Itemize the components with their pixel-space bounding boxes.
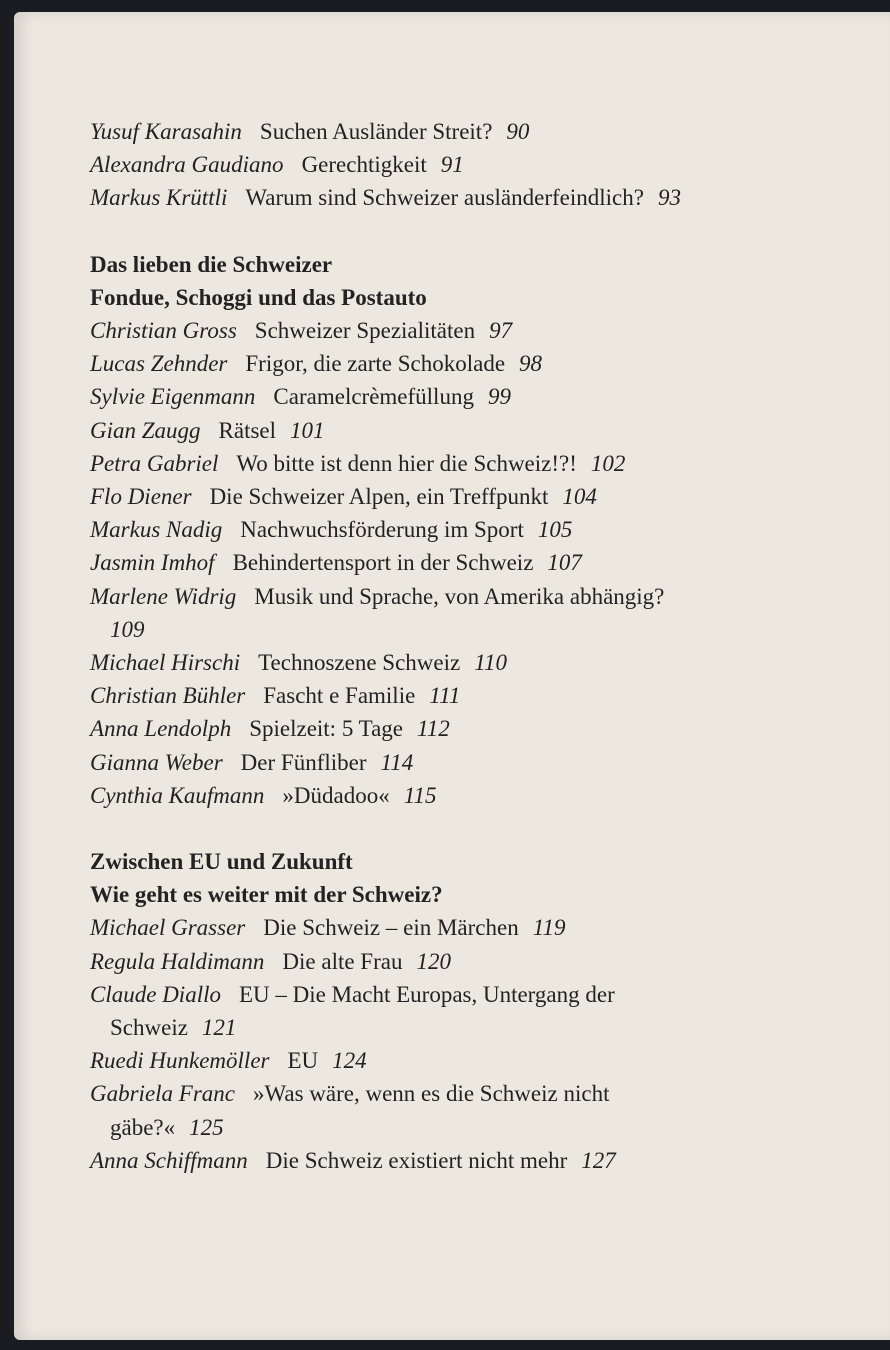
entry-page-number: 124	[332, 1048, 367, 1074]
entry-author: Lucas Zehnder	[90, 351, 228, 377]
toc-entry	[90, 181, 790, 214]
entry-author: Alexandra Gaudiano	[90, 152, 284, 178]
entry-page-number: 125	[189, 1114, 224, 1140]
entry-author: Petra Gabriel	[90, 450, 219, 476]
entry-author: Gabriela Franc	[90, 1081, 236, 1107]
toc-entry	[90, 945, 790, 978]
entry-title: EU – Die Macht Europas, Untergang der Schweiz	[110, 981, 615, 1041]
entry-page-number: 114	[380, 749, 414, 775]
toc-entry	[90, 148, 790, 181]
entry-page-number: 111	[429, 683, 461, 709]
toc-entry	[90, 978, 710, 1044]
entry-title: Frigor, die zarte Schokolade	[245, 351, 506, 377]
entry-title: Die Schweizer Alpen, ein Treffpunkt	[209, 484, 549, 510]
entry-title: Musik und Sprache, von Amerika abhängig?	[254, 583, 665, 609]
toc-entry	[90, 115, 790, 148]
entry-title: Technoszene Schweiz	[258, 650, 461, 676]
entry-author: Markus Krüttli	[90, 185, 228, 211]
entry-page-number: 119	[532, 915, 566, 941]
entry-author: Jasmin Imhof	[90, 550, 215, 576]
entry-title: Der Fünfliber	[240, 749, 367, 775]
entry-title: Nachwuchsförderung im Sport	[240, 517, 524, 543]
entry-author: Marlene Widrig	[90, 583, 237, 609]
toc-entry	[90, 513, 790, 546]
entry-author: Cynthia Kaufmann	[90, 782, 265, 808]
entry-title: EU	[287, 1048, 319, 1074]
entry-page-number: 112	[417, 716, 450, 742]
toc-entry	[90, 347, 790, 380]
entry-title: Schweizer Spezialitäten	[254, 318, 476, 344]
toc-section-zwischen-eu-und-zukunft	[90, 845, 790, 1177]
entry-author: Christian Bühler	[90, 683, 246, 709]
entry-author: Ruedi Hunkemöller	[90, 1048, 270, 1074]
toc-entry	[90, 679, 790, 712]
toc-entry	[90, 1044, 790, 1077]
entry-title: Die alte Frau	[282, 948, 403, 974]
entry-page-number: 102	[590, 450, 626, 476]
toc-entry	[90, 414, 790, 447]
entry-author: Anna Schiffmann	[90, 1147, 248, 1173]
toc-entry	[90, 911, 790, 944]
entry-author: Flo Diener	[90, 484, 192, 510]
entry-page-number: 120	[416, 948, 451, 974]
entry-title: Fascht e Familie	[263, 683, 416, 709]
toc-entry	[90, 746, 790, 779]
entry-page-number: 101	[290, 417, 325, 443]
entry-title: Suchen Ausländer Streit?	[259, 119, 493, 144]
entry-author: Gian Zaugg	[90, 417, 201, 443]
entry-page-number: 109	[110, 616, 145, 642]
entry-title: Gerechtigkeit	[301, 152, 427, 178]
toc-entry	[90, 1144, 790, 1177]
entry-author: Claude Diallo	[90, 981, 221, 1007]
entry-title: Die Schweiz – ein Märchen	[263, 915, 519, 941]
entry-page-number: 97	[489, 318, 513, 344]
entry-title: Spielzeit: 5 Tage	[249, 716, 404, 742]
entry-page-number: 110	[474, 650, 508, 676]
entry-author: Michael Grasser	[90, 915, 246, 941]
entry-page-number: 115	[403, 782, 437, 808]
entry-title: Behindertensport in der Schweiz	[232, 550, 534, 576]
entry-title: Wo bitte ist denn hier die Schweiz!?!	[236, 450, 577, 476]
entry-page-number: 127	[581, 1147, 616, 1173]
section-subheading: Wie geht es weiter mit der Schweiz?	[90, 882, 443, 908]
toc-entry	[90, 314, 790, 347]
entry-page-number: 90	[506, 119, 530, 144]
entry-author: Gianna Weber	[90, 749, 223, 775]
toc-entry	[90, 447, 790, 480]
toc-entry	[90, 712, 790, 745]
section-heading: Zwischen EU und Zukunft	[90, 849, 353, 875]
toc-section-das-lieben-die-schweizer	[90, 248, 790, 812]
toc-entry	[90, 646, 790, 679]
toc-section-continued	[90, 115, 790, 215]
entry-page-number: 99	[487, 384, 511, 410]
entry-title: »Was wäre, wenn es die Schweiz nicht gäbe?«	[110, 1081, 610, 1140]
entry-title: »Düdadoo«	[282, 782, 390, 808]
toc-entry	[90, 779, 790, 812]
entry-author: Markus Nadig	[90, 517, 223, 543]
entry-page-number: 107	[547, 550, 582, 576]
entry-author: Regula Haldimann	[90, 948, 265, 974]
entry-author: Christian Gross	[90, 318, 237, 344]
toc-entry	[90, 380, 790, 413]
entry-author: Anna Lendolph	[90, 716, 232, 742]
book-page	[14, 12, 890, 1340]
entry-page-number: 104	[562, 484, 597, 510]
entry-page-number: 91	[440, 152, 464, 178]
entry-page-number: 93	[657, 185, 681, 211]
table-of-contents	[90, 115, 790, 1210]
entry-title: Caramelcrèmefüllung	[273, 384, 474, 410]
toc-entry	[90, 480, 790, 513]
entry-page-number: 105	[537, 517, 573, 543]
entry-title: Die Schweiz existiert nicht mehr	[265, 1147, 568, 1173]
entry-author: Yusuf Karasahin	[90, 119, 242, 144]
entry-title: Warum sind Schweizer ausländerfeindlich?	[245, 185, 644, 211]
toc-entry	[90, 580, 710, 646]
entry-author: Michael Hirschi	[90, 650, 241, 676]
entry-title: Rätsel	[218, 417, 277, 443]
toc-entry	[90, 1077, 710, 1143]
entry-page-number: 98	[519, 351, 543, 377]
entry-author: Sylvie Eigenmann	[90, 384, 256, 410]
section-subheading: Fondue, Schoggi und das Postauto	[90, 284, 427, 310]
section-heading: Das lieben die Schweizer	[90, 251, 333, 277]
toc-entry	[90, 546, 790, 579]
entry-page-number: 121	[201, 1015, 237, 1041]
